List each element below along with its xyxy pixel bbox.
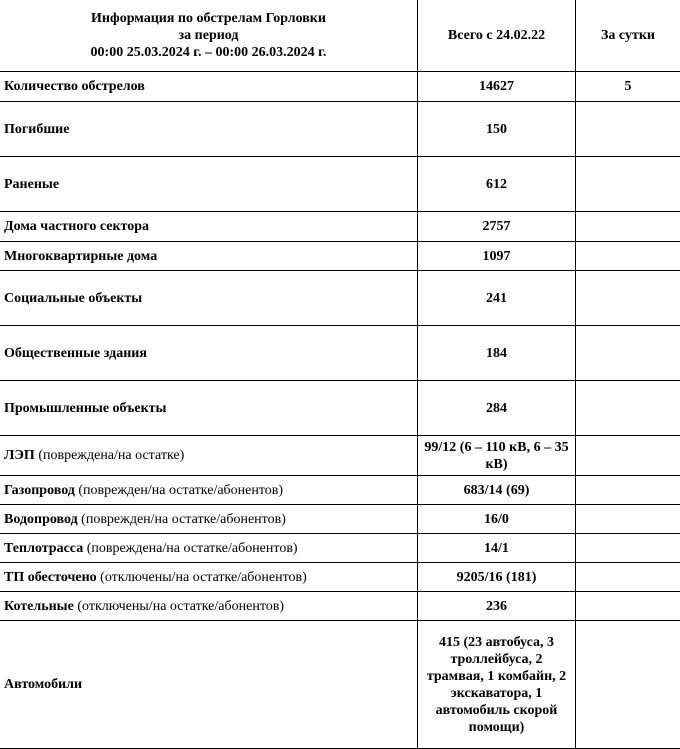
table-row-wounded — [0, 157, 680, 212]
row-label-main: Раненые — [4, 176, 60, 192]
row-label — [0, 621, 418, 749]
row-total: 99/12 (6 – 110 кВ, 6 – 35 кВ) — [418, 436, 576, 476]
row-total: 9205/16 (181) — [418, 563, 576, 592]
row-day: 5 — [576, 72, 680, 102]
row-label-note: (поврежден/на остатке/абонентов) — [77, 511, 286, 527]
row-label — [0, 212, 418, 242]
table-row-apartment-buildings — [0, 242, 680, 271]
row-total: 1097 — [418, 242, 576, 271]
table-row-gas-pipeline — [0, 476, 680, 505]
row-day — [576, 621, 680, 749]
row-day — [576, 157, 680, 212]
row-label-main: Теплотрасса — [4, 540, 84, 556]
row-total: 683/14 (69) — [418, 476, 576, 505]
row-day — [576, 212, 680, 242]
row-total: 2757 — [418, 212, 576, 242]
row-label-main: Общественные здания — [4, 345, 147, 361]
table-row-substations — [0, 563, 680, 592]
row-label-note: (отключены/на остатке/абонентов) — [96, 569, 307, 585]
row-label — [0, 505, 418, 534]
row-day — [576, 271, 680, 326]
row-label-main: Котельные — [4, 598, 74, 614]
row-day — [576, 563, 680, 592]
row-label — [0, 157, 418, 212]
row-label-main: ТП обесточено — [4, 569, 97, 585]
row-label-note: (повреждена/на остатке) — [34, 448, 185, 463]
row-label — [0, 436, 418, 476]
row-total: 241 — [418, 271, 576, 326]
report-period: 00:00 25.03.2024 г. – 00:00 26.03.2024 г. — [90, 45, 327, 60]
table-row-heating-main — [0, 534, 680, 563]
table-row-boiler-houses — [0, 592, 680, 621]
table-row-social-objects — [0, 271, 680, 326]
row-day — [576, 381, 680, 436]
row-total: 14627 — [418, 72, 576, 102]
row-day — [576, 592, 680, 621]
row-label — [0, 242, 418, 271]
row-total: 14/1 — [418, 534, 576, 563]
row-label — [0, 476, 418, 505]
report-title-line-1: Информация по обстрелам Горловки — [91, 11, 326, 26]
row-label-note: (повреждена/на остатке/абонентов) — [83, 540, 298, 556]
row-label — [0, 534, 418, 563]
row-day — [576, 505, 680, 534]
column-header-day: За сутки — [576, 0, 680, 72]
row-total: 415 (23 автобуса, 3 троллейбуса, 2 трамвая, 1 комбайн, 2 экскаватора, 1 автомобиль скорой помощи) — [418, 621, 576, 749]
row-label-main: Промышленные объекты — [4, 400, 167, 416]
row-day — [576, 476, 680, 505]
row-label — [0, 592, 418, 621]
row-day — [576, 534, 680, 563]
header-row — [0, 0, 680, 72]
row-day — [576, 326, 680, 381]
table-row-water-pipeline — [0, 505, 680, 534]
row-total: 284 — [418, 381, 576, 436]
row-total: 236 — [418, 592, 576, 621]
row-day — [576, 242, 680, 271]
report-title — [0, 0, 418, 72]
row-label-note: (отключены/на остатке/абонентов) — [73, 598, 285, 614]
column-header-total: Всего с 24.02.22 — [418, 0, 576, 72]
table-row-public-buildings — [0, 326, 680, 381]
table-row-shelling-count — [0, 72, 680, 102]
row-total: 184 — [418, 326, 576, 381]
row-label — [0, 271, 418, 326]
row-label-main: Автомобили — [4, 677, 83, 692]
row-label-note: (поврежден/на остатке/абонентов) — [74, 482, 284, 498]
row-label-main: Газопровод — [4, 482, 75, 498]
row-total: 16/0 — [418, 505, 576, 534]
row-day — [576, 436, 680, 476]
row-label — [0, 102, 418, 157]
row-label-main: Социальные объекты — [4, 290, 143, 306]
row-total: 150 — [418, 102, 576, 157]
table-row-industrial-objects — [0, 381, 680, 436]
row-label — [0, 381, 418, 436]
row-label — [0, 326, 418, 381]
row-label — [0, 72, 418, 102]
row-label-main: Водопровод — [4, 511, 78, 527]
row-label — [0, 563, 418, 592]
table-row-killed — [0, 102, 680, 157]
table-row-power-lines — [0, 436, 680, 476]
table-row-vehicles — [0, 621, 680, 749]
row-label-main: Многоквартирные дома — [4, 248, 158, 264]
row-day — [576, 102, 680, 157]
report-title-line-2: за период — [178, 28, 239, 43]
row-label-main: ЛЭП — [4, 448, 35, 463]
row-label-main: Количество обстрелов — [4, 79, 145, 94]
row-total: 612 — [418, 157, 576, 212]
row-label-main: Дома частного сектора — [4, 219, 150, 234]
row-label-main: Погибшие — [4, 121, 70, 137]
table-row-private-houses — [0, 212, 680, 242]
